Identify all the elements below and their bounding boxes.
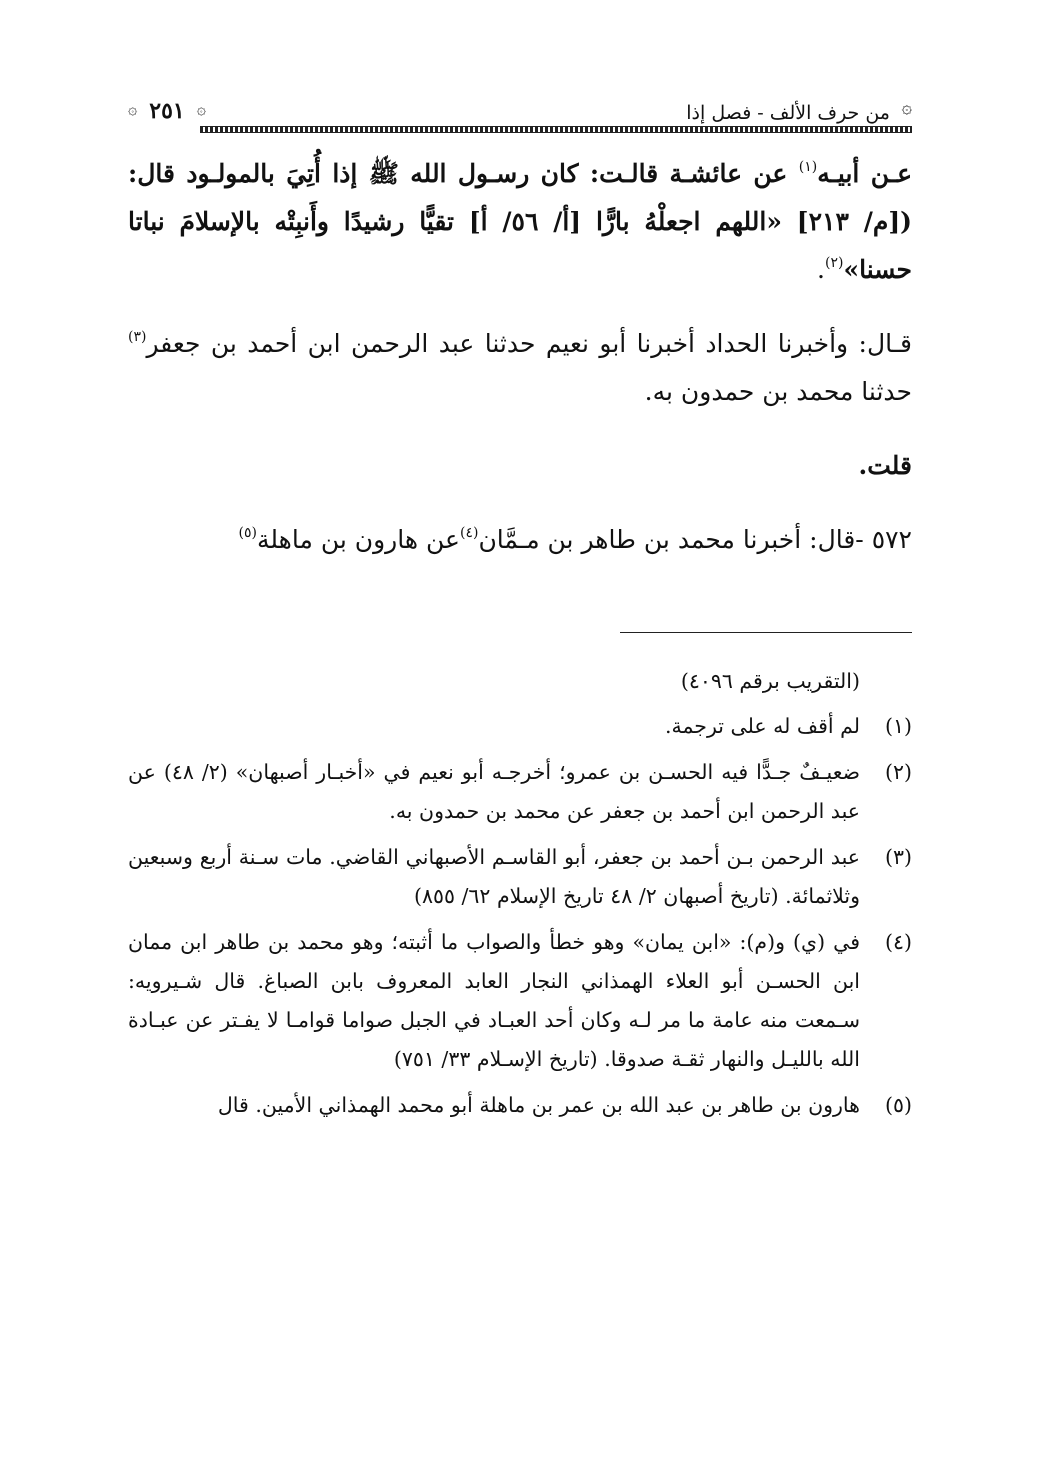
footnote-text: ضعيـفٌ جـدًّا فيه الحسـن بن عمرو؛ أخرجـه أبو نعيم في «أخبـار أصبهان» (٢/ ٤٨) عن عبد الرحمن ابن أحمد بن جعفر عن محمد بن حمدون به. [128, 760, 860, 823]
footnote-text: في (ي) و(م): «ابن يمان» وهو خطأ والصواب ما أثبته؛ وهو محمد بن طاهر ابن ممان ابن الحسـن أبو العلاء الهمذاني النجار العابد المعروف بابن الصباغ. قال شـيرويه: سـمعت منه عامة ما مر لـه وكان أحد العبـاد في الجبل صواما قوامـا لا يفـتر عن عبـادة الله بالليـل والنهار ثقـة صدوقا. (تاريخ الإسـلام ٣٣/ ٧٥١) [128, 930, 860, 1071]
text-run: ٥٧٢ -قال: أخبرنا محمد بن طاهر بن مـمَّان [478, 525, 912, 554]
footnote-number: (٣) [884, 845, 912, 869]
footnote-separator [620, 632, 912, 633]
page-number-ornament-icon: ۞ [128, 99, 138, 118]
footnote-item [128, 1086, 912, 1125]
footnotes [128, 662, 912, 1132]
text-run: قـال: وأخبرنا الحداد أخبرنا أبو نعيم حدثنا عبد الرحمن ابن أحمد بن جعفر [146, 329, 912, 358]
paragraph-isnad [128, 320, 912, 416]
footnote-text: عبد الرحمن بـن أحمد بن جعفر، أبو القاسـم الأصبهاني القاضي. مات سـنة أربع وسبعين وثلاثمائة. (تاريخ أصبهان ٢/ ٤٨ تاريخ الإسلام ٦٢/ ٨٥٥) [128, 845, 860, 908]
text-run: عن عائشـة قالـت: كان رسـول الله ﷺ إذا أُتِيَ بالمولـود قال: ([م/ ٢١٣] «اللهم اجعلْهُ بارًّا [أ/ ٥٦/ أ] تقيًّا رشيدًا وأَنبِتْه بالإسلامَ نباتا حسنا» [128, 159, 912, 284]
page-number-ornament-icon: ۞ [196, 99, 206, 118]
footnote-number: (٥) [884, 1093, 912, 1117]
footnote-item [128, 923, 912, 1079]
header-rule [200, 126, 912, 133]
footnote-item [128, 838, 912, 916]
footnote-number: (١) [884, 714, 912, 738]
text-run: حدثنا محمد بن حمدون به. [644, 377, 912, 406]
footnote-ref: (١) [798, 159, 818, 175]
paragraph-hadith [128, 150, 912, 294]
page-number: ٢٥١ [149, 98, 185, 124]
text-run: . [817, 255, 825, 284]
footnote-continuation: (التقريب برقم ٤٠٩٦) [680, 669, 860, 693]
footnote-ref: (٢) [824, 255, 844, 271]
paragraph-entry-572 [128, 516, 912, 564]
footnote-item [128, 707, 912, 746]
footnote-item [128, 753, 912, 831]
main-text [128, 150, 912, 564]
text-run: عن هارون بن ماهلة [257, 525, 460, 554]
footnote-number: (٤) [884, 930, 912, 954]
text-run: عـن أبيـه [817, 159, 912, 188]
header-title: من حرف الألف - فصل إذا [686, 102, 890, 124]
header-ornament-icon: ۞ [901, 97, 912, 118]
footnote-text: لم أقف له على ترجمة. [664, 714, 860, 738]
footnote-ref: (٣) [128, 329, 147, 345]
footnote-number: (٢) [884, 760, 912, 784]
paragraph-qult: قلت. [858, 451, 912, 480]
footnote-ref: (٤) [459, 525, 479, 541]
footnote-ref: (٥) [238, 525, 257, 541]
page-number-frame [128, 96, 206, 126]
running-header [128, 96, 912, 136]
footnote-text: هارون بن طاهر بن عبد الله بن عمر بن ماهلة أبو محمد الهمذاني الأمين. قال [217, 1093, 860, 1117]
